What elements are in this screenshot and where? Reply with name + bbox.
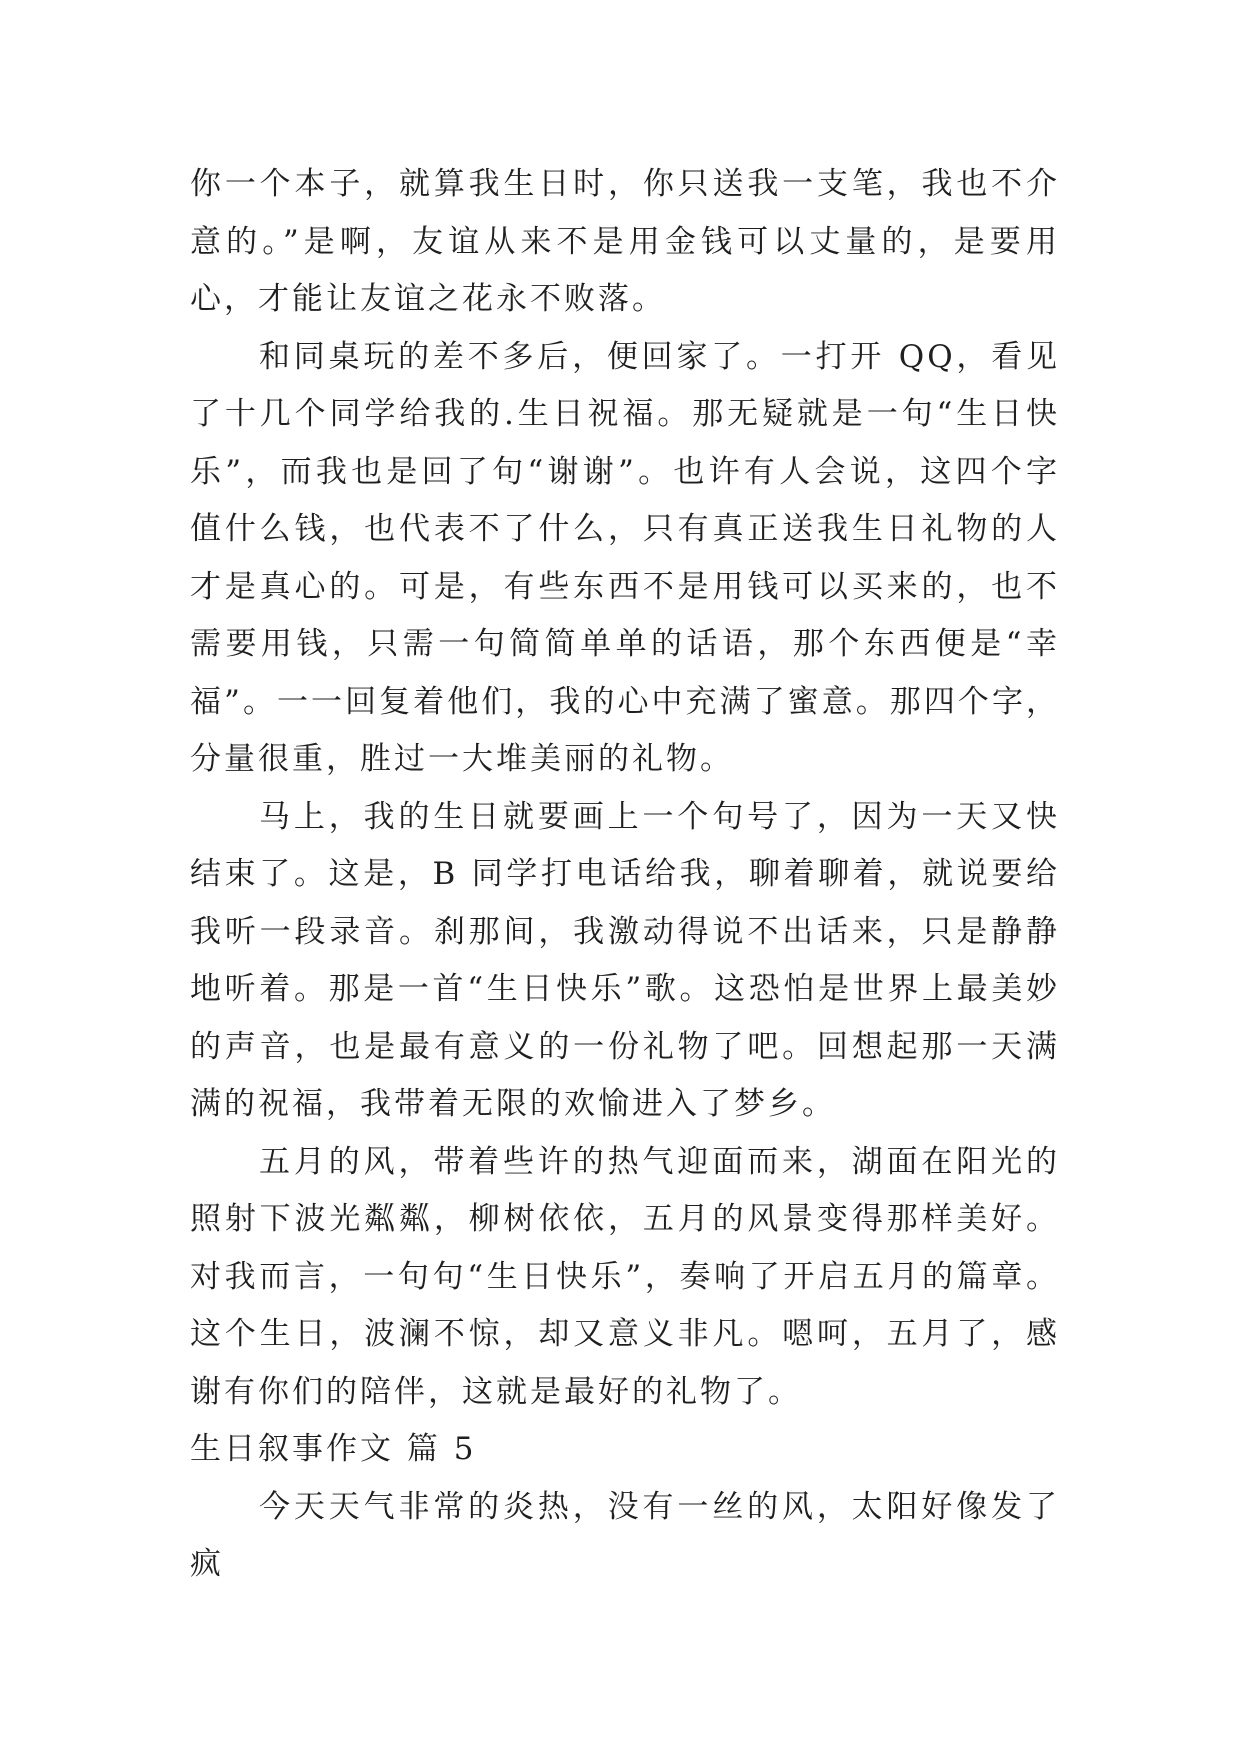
- section-heading: 生日叙事作文 篇 5: [190, 1431, 477, 1467]
- paragraph-4: 五月的风，带着些许的热气迎面而来，湖面在阳光的照射下波光粼粼，柳树依依，五月的风景变得那样美好。对我而言，一句句“生日快乐”，奏响了开启五月的篇章。这个生日，波澜不惊，却又意义非凡。嗯呵，五月了，感谢有你们的陪伴，这就是最好的礼物了。: [190, 1143, 1060, 1410]
- document-page: [190, 156, 1060, 1594]
- paragraph-5: 今天天气非常的炎热，没有一丝的风，太阳好像发了疯: [190, 1488, 1060, 1582]
- paragraph-3: 马上，我的生日就要画上一个句号了，因为一天又快结束了。这是，B 同学打电话给我，聊着聊着，就说要给我听一段录音。刹那间，我激动得说不出话来，只是静静地听着。那是一首“生日快乐”歌。这恐怕是世界上最美妙的声音，也是最有意义的一份礼物了吧。回想起那一天满满的祝福，我带着无限的欢愉进入了梦乡。: [190, 798, 1060, 1122]
- paragraph-2: 和同桌玩的差不多后，便回家了。一打开 QQ，看见了十几个同学给我的.生日祝福。那无疑就是一句“生日快乐”，而我也是回了句“谢谢”。也许有人会说，这四个字值什么钱，也代表不了什么，只有真正送我生日礼物的人才是真心的。可是，有些东西不是用钱可以买来的，也不需要用钱，只需一句简简单单的话语，那个东西便是“幸福”。一一回复着他们，我的心中充满了蜜意。那四个字，分量很重，胜过一大堆美丽的礼物。: [190, 338, 1060, 777]
- paragraph-1: 你一个本子，就算我生日时，你只送我一支笔，我也不介意的。”是啊，友谊从来不是用金钱可以丈量的，是要用心，才能让友谊之花永不败落。: [190, 166, 1060, 317]
